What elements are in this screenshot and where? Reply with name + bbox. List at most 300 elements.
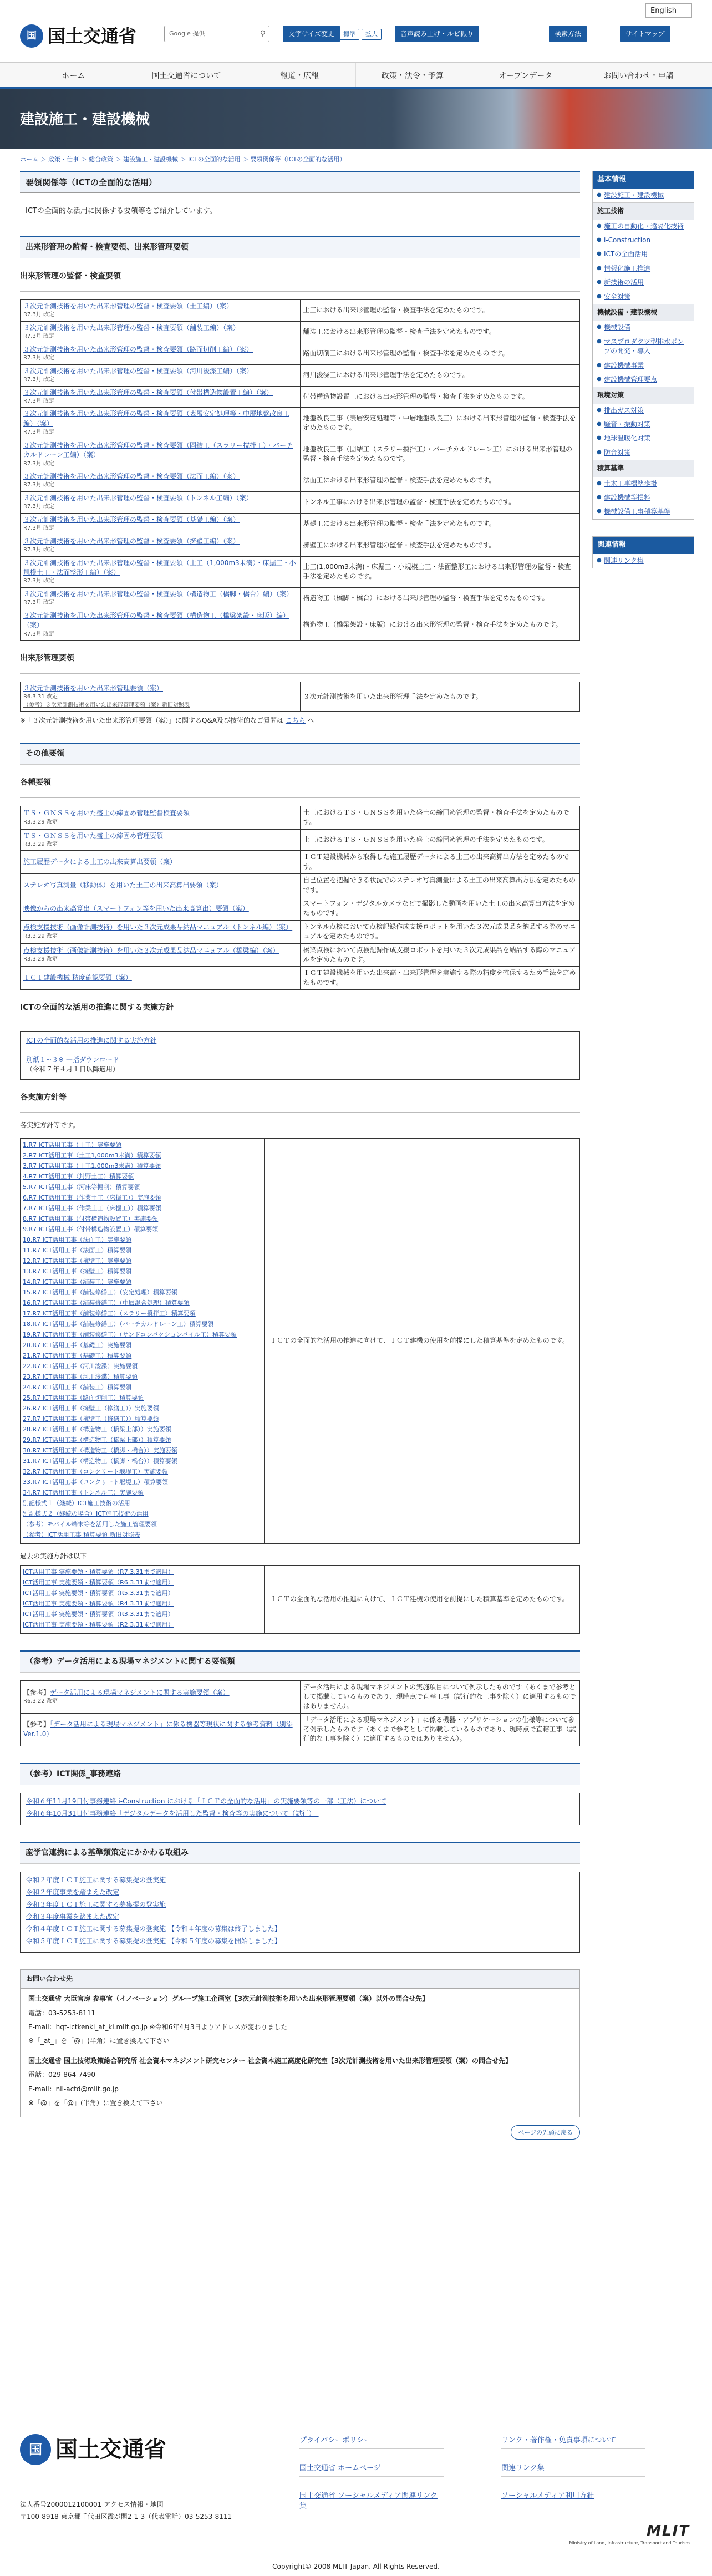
description-cell: ＩＣＴ建設機械を用いた出来高・出来形管理を実施する際の精度を確保するため手法を定めたものです。 [300, 967, 580, 990]
sidebar-link[interactable]: 安全対策 [604, 292, 631, 301]
inspection-table [20, 299, 580, 641]
table-row [21, 470, 580, 492]
appendix-download-link[interactable]: 別紙１~３※ 一括ダウンロード [26, 1055, 119, 1064]
nav-home[interactable]: ホーム [17, 63, 130, 87]
revision-date: R3.3.29 改定 [23, 956, 58, 963]
document-link[interactable]: ３次元計測技術を用いた出来形管理の監督・検査要領（土工編）（案） [23, 302, 233, 310]
policy-item-link[interactable]: 26.R7 ICT活用工事（擁壁工（修繕工））実施要領 [23, 1405, 159, 1413]
policy-box [20, 1031, 580, 1080]
description-cell: 法面工における出来形管理の監督・検査手法を定めたものです。 [300, 470, 580, 492]
sidebar-link[interactable]: ICTの全面活用 [604, 250, 648, 258]
sidebar-link[interactable]: 建設機械等損料 [604, 494, 651, 502]
sidebar-link[interactable]: 地球温暖化対策 [604, 434, 651, 443]
policy-item-link[interactable]: 7.R7 ICT活用工事（作業土工（床掘工））積算要領 [23, 1205, 161, 1212]
pagetop-row [20, 2125, 580, 2153]
document-link[interactable]: ３次元計測技術を用いた出来形管理の監督・検査要領（舗装工編）（案） [23, 323, 240, 332]
table-row [21, 897, 580, 921]
policy-item-link[interactable]: 27.R7 ICT活用工事（擁壁工（修繕工））積算要領 [23, 1415, 159, 1423]
description-cell: ＩＣＴ建設機械から取得した施工履歴データによる土工の出来高算出方法を定めたものです。 [300, 851, 580, 874]
nav-policy[interactable]: 政策・法令・予算 [355, 63, 469, 87]
search-method-button[interactable]: 検索方法 [549, 26, 587, 42]
section-title: その他要領 [20, 743, 580, 765]
policy-item-link[interactable]: 34.R7 ICT活用工事（トンネル工）実施要領 [23, 1489, 144, 1497]
policy-item-link[interactable]: 4.R7 ICT活用工事（封野土工）積算要領 [23, 1173, 134, 1181]
policy-item-link[interactable]: 21.R7 ICT活用工事（基礎工）積算要領 [23, 1352, 132, 1360]
page-title: 要領関係等（ICTの全面的な活用） [20, 171, 580, 193]
footer-logo[interactable] [20, 2433, 166, 2466]
contact-org-2: 国土交通省 国土技術政策総合研究所 社会資本マネジメント研究センター 社会資本施工高度化研究室【3次元計測技術を用いた出来形管理要領（案）の問合せ先】 [28, 2056, 512, 2065]
past-item [23, 1620, 262, 1631]
policy-item [23, 1351, 262, 1362]
description-cell: 自己位置を把握できる状況でのステレオ写真測量による土工の出来高算出方法を定めたものです。 [300, 874, 580, 897]
qa-link[interactable]: こちら [285, 717, 306, 725]
document-cell [21, 300, 301, 322]
logo-text: 国土交通省 [48, 26, 137, 47]
document-cell [21, 386, 301, 408]
footer-link[interactable]: 国土交通省 ホームページ [299, 2463, 444, 2477]
policy-item [23, 1362, 262, 1373]
policy-item [23, 1172, 262, 1183]
sidebar-group: 機械設備・建設機械 [593, 304, 694, 321]
document-link[interactable]: ３次元計測技術を用いた出来形管理の監督・検査要領（基礎工編）（案） [23, 515, 240, 524]
policy-item [23, 1425, 262, 1436]
document-link[interactable]: ３次元計測技術を用いた出来形管理の監督・検査要領（法面工編）（案） [23, 472, 240, 481]
policy-item [23, 1141, 262, 1151]
description-cell: 土工におけるＴＳ・ＧＮＳＳを用いた盛土の締固め管理の監督・検査手法を定めたものです。 [300, 806, 580, 829]
policy-list-box [20, 1138, 580, 1544]
sidebar-link[interactable]: 施工の自動化・遠隔化技術 [604, 222, 684, 230]
policy-item [23, 1215, 262, 1225]
policy-item-link[interactable]: 2.R7 ICT活用工事（土工1,000m3未満）積算要領 [23, 1152, 161, 1160]
table-row [21, 321, 580, 343]
past-list-desc: ＩＣＴの全面的な活用の推進に向けて、ＩＣＴ建機の使用を前提にした積算基準を定めたものです。 [270, 1594, 569, 1603]
sidebar-link[interactable]: 機械設備工事積算基準 [604, 507, 671, 516]
document-link[interactable]: 「データ活用による現場マネジメント」に係る機器等現状に関する参考資料（別添Ver.1.0） [23, 1720, 293, 1738]
collab-item-link[interactable]: 令和２年度事業を踏まえた改定 [26, 1888, 120, 1896]
footer-link[interactable]: プライバシーポリシー [299, 2436, 444, 2449]
mlit-wordmark: MLIT [647, 2523, 690, 2539]
nav-about[interactable]: 国土交通省について [130, 63, 243, 87]
policy-item [23, 1341, 262, 1351]
sidebar-item[interactable]: ● 建設施工・建設機械 [593, 189, 694, 202]
language-select[interactable]: English [645, 3, 692, 18]
list-note: 各実施方針等です。 [20, 1121, 80, 1129]
document-cell [21, 609, 301, 640]
policy-item-link[interactable]: 17.R7 ICT活用工事（舗装修繕工）（スラリー撹拌工）積算要領 [23, 1310, 196, 1318]
site-header [0, 0, 712, 62]
document-link[interactable]: ＴＳ・ＧＮＳＳを用いた盛土の締固め管理監督検査要領 [23, 809, 190, 817]
past-list-box [20, 1565, 580, 1634]
search-placeholder: Google 提供 [169, 30, 205, 37]
policy-item-link[interactable]: 1.R7 ICT活用工事（土工）実施要領 [23, 1141, 122, 1149]
document-link[interactable]: ３次元計測技術を用いた出来形管理の監督・検査要領（付帯構造物設置工編）（案） [23, 388, 273, 397]
description-cell: ３次元計測技術を用いた出来形管理手法を定めたものです。 [300, 682, 580, 712]
nav-press[interactable]: 報道・広報 [243, 63, 356, 87]
table-row [21, 386, 580, 408]
policy-item [23, 1257, 262, 1267]
description-cell: 舗装工における出来形管理の監督・検査手法を定めたものです。 [300, 321, 580, 343]
sidebar-link[interactable]: 建設機械管理要点 [604, 375, 658, 383]
past-item-link[interactable]: ICT活用工事 実施要領・積算要領（R4.3.31まで適用） [23, 1599, 174, 1607]
revision-date: R7.3月 改定 [23, 599, 55, 606]
mlit-logo-icon: 国 [20, 24, 43, 48]
document-link[interactable]: ３次元計測技術を用いた出来形管理の監督・検査要領（路面切削工編）（案） [23, 345, 253, 353]
policy-item [23, 1320, 262, 1330]
description-cell: 付帯構造物設置工における出来形管理の監督・検査手法を定めたものです。 [300, 386, 580, 408]
policy-item-link[interactable]: 23.R7 ICT活用工事（河川浚渫）積算要領 [23, 1373, 138, 1381]
revision-date: R7.3月 改定 [23, 525, 55, 532]
sidebar-link[interactable]: 情報化施工推進 [604, 264, 651, 272]
policy-item [23, 1394, 262, 1404]
font-large-button[interactable]: 拡大 [362, 29, 382, 40]
subsection-title: 出来形管理要領 [20, 641, 580, 674]
collab-item [26, 1937, 574, 1949]
document-cell [21, 967, 301, 990]
document-cell [21, 364, 301, 386]
policy-item-link[interactable]: 5.R7 ICT活用工事（河床等掘削）積算要領 [23, 1183, 140, 1191]
comparison-link[interactable]: （参考）３次元計測技術を用いた出来形管理要領（案）新旧対照表 [23, 702, 190, 708]
intro-text: ICTの全面的な活用に関係する要領等をご紹介しています。 [26, 207, 217, 215]
past-item-link[interactable]: ICT活用工事 実施要領・積算要領（R6.3.31まで適用） [23, 1578, 174, 1586]
document-cell [21, 439, 301, 470]
sidebar-link[interactable]: 機械設備 [604, 323, 631, 332]
document-cell [21, 321, 301, 343]
description-cell: 橋梁点検において点検記録作成支援ロボットを用いた３次元成果品を納品する際のマニュアルを定めたものです。 [300, 943, 580, 967]
sidebar-link[interactable]: 建設機械事業 [604, 361, 644, 369]
collab-item-link[interactable]: 令和３年度ＩＣＴ施工に関する募集提の登実施 [26, 1900, 166, 1908]
search-input[interactable] [164, 26, 269, 42]
document-cell [21, 513, 301, 535]
footer-info-line: 法人番号2000012100001 アクセス情報・地図 [20, 2501, 164, 2508]
document-cell [21, 343, 301, 364]
nav-opendata[interactable]: オープンデータ [469, 63, 582, 87]
mlit-logo-icon: 国 [20, 2434, 51, 2465]
policy-item-link[interactable]: 6.R7 ICT活用工事（作業土工（床掘工））実施要領 [23, 1194, 161, 1202]
policy-item-link[interactable]: 31.R7 ICT活用工事（構造物工（橋脚・橋台））積算要領 [23, 1457, 177, 1465]
policy-item [23, 1183, 262, 1193]
policy-item-link[interactable]: 32.R7 ICT活用工事（コンクリート堰堤工）実施要領 [23, 1468, 169, 1476]
document-link[interactable]: ３次元計測技術を用いた出来形管理の監督・検査要領（構造物工（橋脚・橋台）編）（案） [23, 590, 293, 598]
sidebar [592, 171, 694, 585]
reference-tag: 【参考】 [23, 1688, 50, 1696]
document-cell [21, 1680, 301, 1713]
contact-tel-2: 電話：029-864-7490 [28, 2071, 96, 2079]
policy-item-link[interactable]: 13.R7 ICT活用工事（擁壁工）積算要領 [23, 1268, 132, 1276]
document-link[interactable]: データ活用による現場マネジメントに関する実施要領（案） [50, 1688, 230, 1696]
policy-item-link[interactable]: 3.R7 ICT活用工事（土工1,000m3未満）積算要領 [23, 1162, 161, 1170]
policy-item [23, 1404, 262, 1415]
document-cell [21, 943, 301, 967]
management-table [20, 682, 580, 712]
sidebar-item[interactable] [593, 321, 694, 334]
description-cell: データ活用による現場マネジメントの実施項目について例示したものです（あくまで参考として掲載しているものであり、現時点で直轄工事（試行的な工事を除く）に適用するものではありません）。 [300, 1680, 580, 1713]
document-cell [21, 851, 301, 874]
document-link[interactable]: ３次元計測技術を用いた出来形管理要領（案） [23, 684, 164, 693]
document-link[interactable]: ＴＳ・ＧＮＳＳを用いた盛土の締固め管理要領 [23, 831, 164, 840]
policy-item-link[interactable]: 24.R7 ICT活用工事（舗装工）積算要領 [23, 1384, 132, 1391]
policy-item [23, 1246, 262, 1257]
policy-item-link[interactable]: 12.R7 ICT活用工事（擁壁工）実施要領 [23, 1257, 132, 1265]
table-row [21, 513, 580, 535]
reference-table [20, 1680, 580, 1746]
footer-link[interactable]: 関連リンク集 [501, 2463, 645, 2477]
policy-item [23, 1446, 262, 1457]
document-link[interactable]: ３次元計測技術を用いた出来形管理の監督・検査要領（河川浚渫工編）（案） [23, 367, 253, 375]
pagetop-button[interactable]: ページの先頭に戻る [511, 2125, 580, 2140]
sidebar-link[interactable]: 新技術の活用 [604, 278, 644, 287]
notice-item [26, 1809, 574, 1821]
table-row [21, 943, 580, 967]
description-cell: 構造物工（橋梁架設・床版）における出来形管理の監督・検査手法を定めたものです。 [300, 609, 580, 640]
description-cell: 基礎工における出来形管理の監督・検査手法を定めたものです。 [300, 513, 580, 535]
policy-item-link[interactable]: 8.R7 ICT活用工事（付帯構造物設置工）実施要領 [23, 1215, 159, 1223]
revision-date: R3.3.29 改定 [23, 933, 58, 939]
table-row [21, 343, 580, 364]
document-cell [21, 1713, 301, 1746]
revision-date: R7.3月 改定 [23, 482, 55, 489]
footer-link[interactable]: 国土交通省 ソーシャルメディア関連リンク集 [299, 2491, 444, 2515]
sidebar-item[interactable] [593, 491, 694, 505]
sidebar-item[interactable] [593, 262, 694, 276]
past-item-link[interactable]: ICT活用工事 実施要領・積算要領（R7.3.31まで適用） [23, 1568, 174, 1576]
policy-item [23, 1162, 262, 1172]
revision-date: R7.3月 改定 [23, 312, 55, 318]
collab-item [26, 1924, 574, 1937]
guideline-table [20, 806, 580, 990]
subsection-title: 各種要領 [20, 765, 580, 798]
breadcrumb-links[interactable]: ホーム ＞ 政策・仕事 ＞ 総合政策 ＞ 建設施工・建設機械 ＞ ICTの全面的な活用 ＞ 要領関係等（ICTの全面的な活用） [20, 156, 346, 163]
document-link[interactable]: ３次元計測技術を用いた出来形管理の監督・検査要領（擁壁工編）（案） [23, 537, 240, 545]
policy-item-link[interactable]: 11.R7 ICT活用工事（法面工）積算要領 [23, 1247, 132, 1254]
past-item [23, 1610, 262, 1620]
subsection-title: ICTの全面的な活用の推進に関する実施方針 [20, 990, 580, 1023]
sitemap-button[interactable]: サイトマップ [620, 26, 670, 42]
policy-item [23, 1299, 262, 1309]
policy-item-link[interactable]: 16.R7 ICT活用工事（舗装修繕工）（中層混合処理）積算要領 [23, 1299, 190, 1307]
document-cell [21, 491, 301, 513]
policy-item-link[interactable]: 25.R7 ICT活用工事（路面切削工）積算要領 [23, 1394, 144, 1402]
sidebar-item[interactable] [593, 247, 694, 261]
table-row [21, 535, 580, 556]
reference-tag: 【参考】 [23, 1720, 50, 1729]
footer-logo-text: 国土交通省 [55, 2436, 166, 2462]
policy-item-link[interactable]: 22.R7 ICT活用工事（河川浚渫）実施要領 [23, 1363, 138, 1370]
policy-item [23, 1330, 262, 1341]
sidebar-item[interactable] [593, 446, 694, 460]
policy-link[interactable]: ICTの全面的な活用の推進に関する実施方針 [26, 1037, 157, 1045]
policy-item [23, 1467, 262, 1478]
policy-item-link[interactable]: （参考）ICT活用工事 積算要領 新旧対照表 [23, 1531, 140, 1539]
table-row [21, 439, 580, 470]
sidebar-item[interactable] [593, 233, 694, 247]
sidebar-title: 関連情報 [593, 537, 694, 554]
sidebar-title: 基本情報 [593, 171, 694, 189]
document-link[interactable]: ３次元計測技術を用いた出来形管理の監督・検査要領（固結工（スラリー撹拌工）・バーチカルドレーン工編）（案） [23, 441, 293, 459]
past-item-link[interactable]: ICT活用工事 実施要領・積算要領（R3.3.31まで適用） [23, 1610, 174, 1618]
sidebar-item[interactable] [593, 276, 694, 289]
table-row [21, 806, 580, 829]
footer-links-2 [501, 2436, 645, 2519]
copyright: Copyright© 2008 MLIT Japan. All Rights Reserved. [0, 2555, 712, 2572]
description-cell: 河川浚渫工における出来形管理手法を定めたものです。 [300, 364, 580, 386]
description-cell: 「データ活用による現場マネジメント」に係る機器・アプリケーションの仕様等について参考例示したものです（あくまで参考として掲載しているものであり、現時点で直轄工事（試行的な工事を除く）に適用するものではありません）。 [300, 1713, 580, 1746]
revision-date: R7.3月 改定 [23, 547, 55, 553]
policy-item-link[interactable]: 20.R7 ICT活用工事（基礎工）実施要領 [23, 1342, 132, 1349]
sidebar-group: 環境対策 [593, 387, 694, 403]
footer-link[interactable]: ソーシャルメディア利用方針 [501, 2491, 645, 2504]
sidebar-link[interactable]: 排出ガス対策 [604, 406, 644, 414]
nav-contact[interactable]: お問い合わせ・申請 [582, 63, 695, 87]
contact-mail-note-2: ※「@」を「@」(半角）に置き換えて下さい [28, 2099, 163, 2107]
sidebar-link[interactable]: 騒音・振動対策 [604, 420, 651, 429]
sidebar-link[interactable]: マスプロダクツ型排水ポンプの開発・導入 [604, 337, 684, 355]
notice-item-link[interactable]: 令和６年10月31日付事務連絡「デジタルデータを活用した監督・検査等の実施について（試行）」 [26, 1809, 319, 1817]
document-cell [21, 408, 301, 439]
document-link[interactable]: ＩＣＴ建設機械 精度確認要領（案） [23, 974, 132, 982]
policy-item-link[interactable]: 19.R7 ICT活用工事（舗装修繕工）（サンドコンパクションパイル工）積算要領 [23, 1331, 237, 1339]
revision-date: R7.3月 改定 [23, 504, 55, 510]
past-item [23, 1589, 262, 1599]
policy-item-link[interactable]: 33.R7 ICT活用工事（コンクリート堰堤工）積算要領 [23, 1478, 169, 1486]
policy-item [23, 1383, 262, 1394]
policy-item-link[interactable]: 9.R7 ICT活用工事（付帯構造物設置工）積算要領 [23, 1226, 159, 1233]
document-link[interactable]: 映像からの出来高算出（スマートフォン等を用いた出来高算出）要領（案） [23, 904, 249, 912]
voice-read-button[interactable]: 音声読み上げ・ルビ振り [395, 26, 479, 42]
revision-date: R7.3月 改定 [23, 398, 55, 404]
policy-item-link[interactable]: 30.R7 ICT活用工事（構造物工（橋脚・橋台））実施要領 [23, 1447, 177, 1455]
past-item-link[interactable]: ICT活用工事 実施要領・積算要領（R2.3.31まで適用） [23, 1620, 174, 1628]
sidebar-item[interactable] [593, 220, 694, 233]
sidebar-item[interactable] [593, 418, 694, 431]
notice-links [20, 1793, 580, 1825]
qa-text: ※「３次元計測技術を用いた出来形管理要領（案）」に関するQ&A及び技術的なご質問は [20, 717, 284, 725]
policy-item [23, 1236, 262, 1246]
document-link[interactable]: ３次元計測技術を用いた出来形管理の監督・検査要領（表層安定処理等・中層地盤改良工編）（案） [23, 410, 290, 428]
collab-item-link[interactable]: 令和４年度ＩＣＴ施工に関する募集提の登実施 【令和４年度の募集は終了しました】 [26, 1924, 281, 1933]
collab-item-link[interactable]: 令和２年度ＩＣＴ施工に関する募集提の登実施 [26, 1876, 166, 1884]
document-link[interactable]: ３次元計測技術を用いた出来形管理の監督・検査要領（トンネル工編）（案） [23, 494, 253, 502]
policy-item [23, 1457, 262, 1467]
section-title: （参考）ICT関係_事務連絡 [20, 1763, 580, 1785]
sidebar-link[interactable]: 土木工事標準歩掛 [604, 479, 658, 487]
document-link[interactable]: ステレオ写真測量（移動体）を用いた土工の出来高算出要領（案） [23, 881, 223, 889]
table-row [21, 364, 580, 386]
policy-item [23, 1204, 262, 1215]
contact-mail-2: E-mail：nil-actd@mlit.go.jp [28, 2085, 119, 2093]
policy-item [23, 1520, 262, 1531]
breadcrumb[interactable] [0, 149, 712, 171]
document-link[interactable]: ３次元計測技術を用いた出来形管理の監督・検査要領（土工（1,000m3未満）・床掘工・小規模土工・法面整形工編）（案） [23, 558, 296, 576]
revision-date: R7.3月 改定 [23, 429, 55, 436]
policy-list-desc: ＩＣＴの全面的な活用の推進に向けて、ＩＣＴ建機の使用を前提にした積算基準を定めたものです。 [270, 1337, 569, 1345]
policy-item [23, 1488, 262, 1499]
past-note: 過去の実施方針は以下 [20, 1552, 87, 1561]
site-logo[interactable] [20, 23, 136, 49]
contact-mail-note-1: ※「_at_」を「@」(半角）に置き換えて下さい [28, 2037, 170, 2045]
sidebar-item[interactable] [593, 477, 694, 491]
description-cell: 擁壁工における出来形管理の監督・検査手法を定めたものです。 [300, 535, 580, 556]
policy-item-link[interactable]: 別記様式１（継続）ICT施工技術の活用 [23, 1500, 130, 1507]
global-nav [0, 62, 712, 89]
table-row [21, 1680, 580, 1713]
document-link[interactable]: 点検支援技術（画像計測技術）を用いた３次元成果品納品マニュアル（橋梁編）（案） [23, 947, 279, 955]
table-row [21, 609, 580, 640]
document-link[interactable]: 点検支援技術（画像計測技術）を用いた３次元成果品納品マニュアル（トンネル編）（案） [23, 923, 293, 932]
policy-item-link[interactable]: （参考）モバイル端末等を活用した施工管理要領 [23, 1521, 157, 1528]
sidebar-related-box [592, 536, 694, 568]
document-link[interactable]: ３次元計測技術を用いた出来形管理の監督・検査要領（構造物工（橋梁架設・床版）編）（案） [23, 611, 290, 629]
document-cell [21, 556, 301, 587]
footer-link[interactable]: リンク・著作権・免責事項について [501, 2436, 645, 2449]
description-cell: トンネル点検において点検記録作成支援ロボットを用いた３次元成果品を納品する際のマニュアルを定めたものです。 [300, 920, 580, 943]
policy-item-link[interactable]: 14.R7 ICT活用工事（舗装工）実施要領 [23, 1278, 132, 1286]
sidebar-group: 積算基準 [593, 460, 694, 476]
revision-date: R3.3.29 改定 [23, 819, 58, 825]
sidebar-item[interactable] [593, 431, 694, 445]
policy-item-link[interactable]: 15.R7 ICT活用工事（舗装修繕工）（安定処理）積算要領 [23, 1289, 177, 1297]
banner-title: 建設施工・建設機械 [20, 111, 150, 128]
sidebar-item[interactable] [593, 505, 694, 519]
revision-date: R7.3月 改定 [23, 355, 55, 362]
description-cell: トンネル工事における出来形管理の監督・検査手法を定めたものです。 [300, 491, 580, 513]
document-cell [21, 806, 301, 829]
table-row [21, 556, 580, 587]
document-cell [21, 920, 301, 943]
collab-item-link[interactable]: 令和５年度ＩＣＴ施工に関する募集提の登実施 【令和５年度の募集を開始しました】 [26, 1937, 281, 1945]
sidebar-item[interactable] [593, 359, 694, 373]
document-link[interactable]: 施工履歴データによる土工の出来高算出要領（案） [23, 858, 177, 866]
collab-item-link[interactable]: 令和３年度事業を踏まえた改定 [26, 1912, 120, 1920]
policy-item-link[interactable]: 28.R7 ICT活用工事（構造物工（橋梁上部））実施要領 [23, 1426, 171, 1434]
document-cell [21, 897, 301, 921]
revision-date: R3.3.29 改定 [23, 841, 58, 847]
sidebar-item[interactable] [593, 335, 694, 359]
policy-item [23, 1267, 262, 1278]
font-standard-button[interactable]: 標準 [339, 29, 359, 40]
policy-item-link[interactable]: 10.R7 ICT活用工事（法面工）実施要領 [23, 1236, 132, 1244]
mlit-subtitle: Ministry of Land, Infrastructure, Transport and Tourism [569, 2541, 690, 2545]
footer-info [20, 2499, 232, 2523]
revision-date: R7.3月 改定 [23, 333, 55, 340]
table-row [21, 491, 580, 513]
subsection-title: 各実施方針等 [20, 1080, 580, 1113]
collab-item [26, 1912, 574, 1924]
sidebar-link[interactable]: i-Construction [604, 236, 651, 245]
policy-item [23, 1531, 262, 1541]
subsection-title: 出来形管理の監督・検査要領 [20, 258, 580, 292]
table-row [21, 920, 580, 943]
sidebar-item[interactable] [593, 373, 694, 387]
policy-item [23, 1510, 262, 1520]
sidebar-link[interactable]: 防音対策 [604, 448, 631, 456]
policy-item [23, 1278, 262, 1288]
past-item-link[interactable]: ICT活用工事 実施要領・積算要領（R5.3.31まで適用） [23, 1589, 174, 1597]
policy-item-link[interactable]: 別記様式２（継続の場合）ICT施工技術の活用 [23, 1510, 149, 1518]
section-title: 産学官連携による基準類策定にかかわる取組み [20, 1842, 580, 1864]
policy-item-link[interactable]: 18.R7 ICT活用工事（舗装修繕工）（バーチカルドレーン工）積算要領 [23, 1320, 214, 1328]
notice-item-link[interactable]: 令和６年11月19日付事務連絡 i-Construction における「ＩＣＴの全面的な活用」の実施要領等の一部（工法）について [26, 1797, 387, 1805]
sidebar-item[interactable]: ● 関連リンク集 [593, 554, 694, 568]
site-footer [0, 2421, 712, 2576]
policy-item [23, 1373, 262, 1383]
contact-org-1: 国土交通省 大臣官房 参事官（イノベーション）グループ施工企画室【3次元計測技術を用いた出来形管理要領（案）以外の問合せ先】 [28, 1995, 429, 2003]
sidebar-item[interactable] [593, 404, 694, 418]
sidebar-item[interactable] [593, 290, 694, 304]
collab-item [26, 1876, 574, 1888]
search-icon[interactable]: ⚲ [260, 29, 266, 38]
policy-item-link[interactable]: 29.R7 ICT活用工事（構造物工（橋梁上部））積算要領 [23, 1436, 171, 1444]
qa-tail: へ [307, 717, 314, 725]
